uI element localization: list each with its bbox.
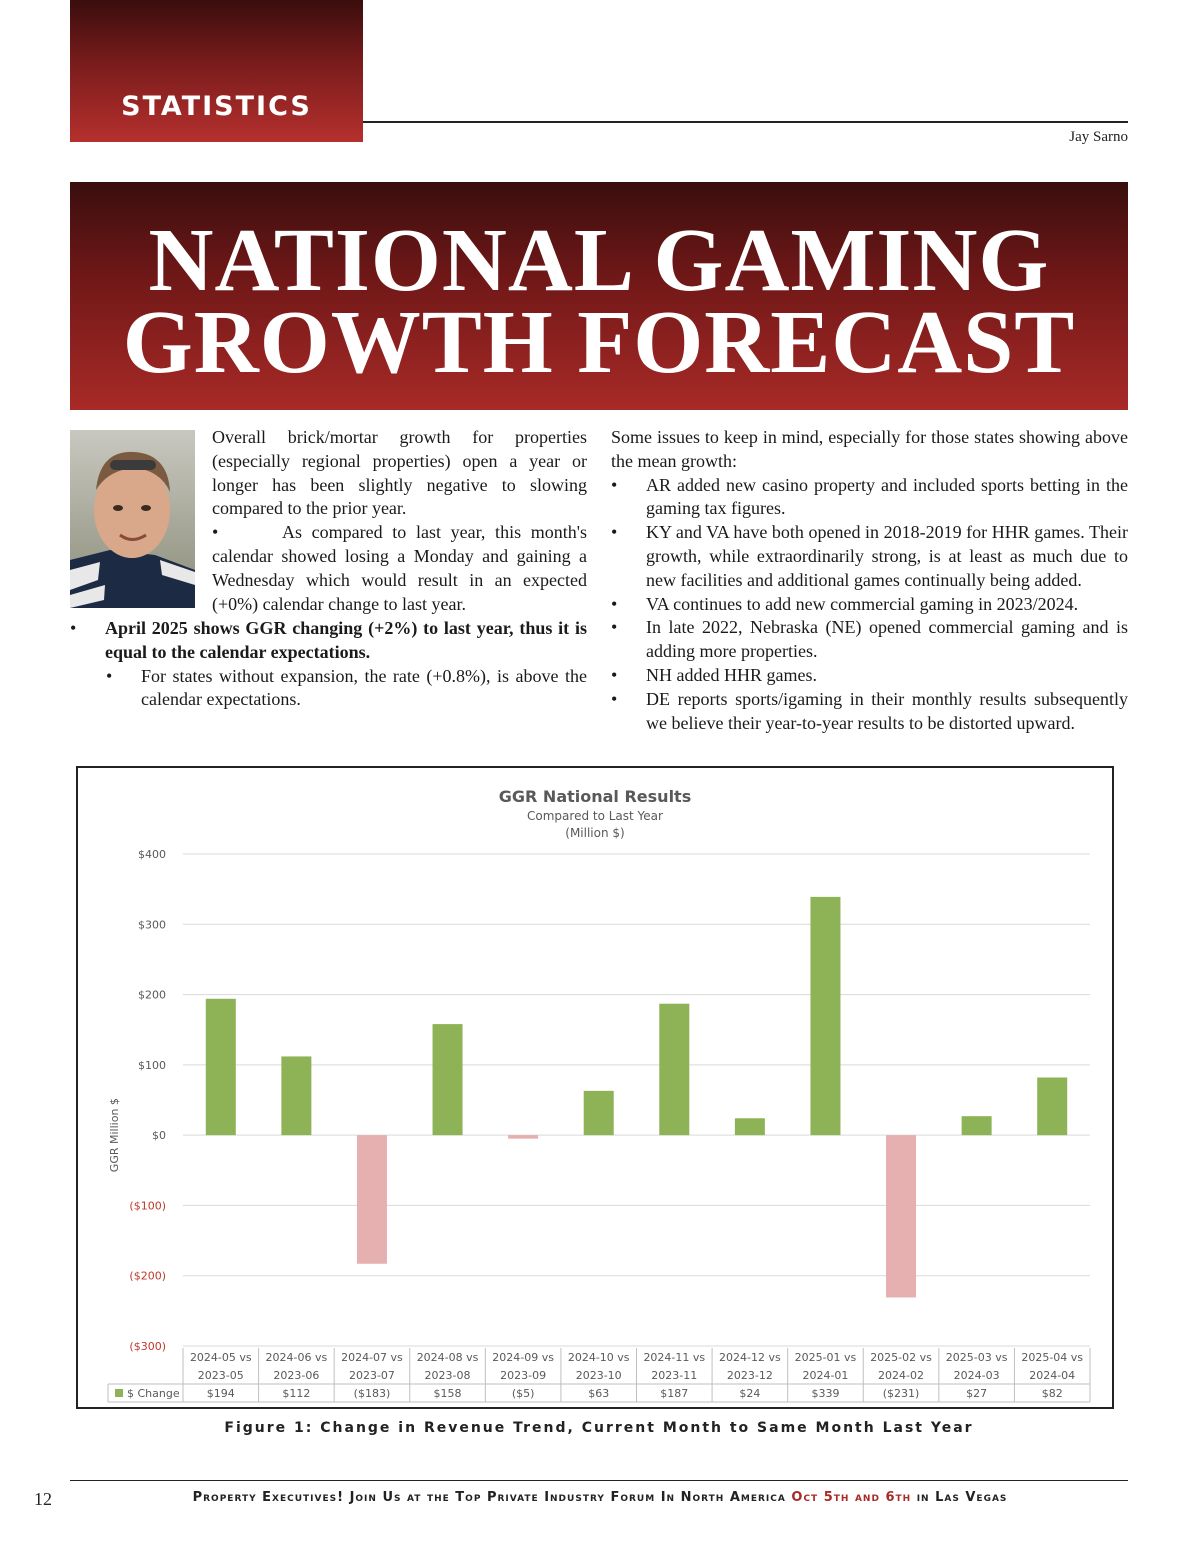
- y-axis-label: GGR Million $: [108, 1098, 121, 1173]
- x-tick-label: 2025-01 vs: [794, 1351, 857, 1364]
- data-label: $194: [206, 1387, 235, 1400]
- bar: [433, 1024, 463, 1135]
- x-tick-label: 2023-09: [500, 1369, 547, 1382]
- bold-bullet-text: April 2025 shows GGR changing (+2%) to last year, thus it is equal to the calendar expectations.: [105, 618, 587, 662]
- left-column-bullets: [70, 617, 587, 712]
- x-tick-label: 2023-05: [197, 1369, 244, 1382]
- data-label: ($231): [882, 1387, 920, 1400]
- footer-highlight: Oct 5th and 6th: [791, 1490, 912, 1505]
- x-tick-label: 2024-10 vs: [567, 1351, 630, 1364]
- chart-subtitle: Compared to Last Year: [527, 809, 663, 823]
- y-tick-label: ($100): [129, 1199, 166, 1213]
- list-item: [611, 664, 1128, 688]
- bullet-dot: •: [70, 618, 77, 638]
- y-tick-label: $100: [138, 1058, 166, 1072]
- x-tick-label: 2024-03: [953, 1369, 1000, 1382]
- y-tick-label: $200: [138, 988, 166, 1002]
- x-tick-label: 2024-05 vs: [189, 1351, 252, 1364]
- legend-label: $ Change: [127, 1387, 180, 1400]
- x-tick-label: 2024-11 vs: [643, 1351, 706, 1364]
- bar: [206, 999, 236, 1135]
- list-item-text: NH added HHR games.: [646, 664, 817, 685]
- list-item: [611, 521, 1128, 592]
- x-tick-label: 2024-02: [878, 1369, 925, 1382]
- x-tick-label: 2025-03 vs: [945, 1351, 1008, 1364]
- bar: [357, 1135, 387, 1264]
- bar: [1037, 1078, 1067, 1136]
- bar: [962, 1116, 992, 1135]
- x-tick-label: 2023-06: [273, 1369, 320, 1382]
- data-label: $339: [811, 1387, 840, 1400]
- bullet-dot: •: [611, 522, 618, 543]
- page-number: 12: [34, 1489, 52, 1509]
- x-tick-label: 2024-04: [1029, 1369, 1076, 1382]
- bar: [281, 1056, 311, 1135]
- list-item: [611, 688, 1128, 736]
- bar: [508, 1135, 538, 1139]
- y-tick-label: ($200): [129, 1269, 166, 1283]
- footer-text-2: in Las Vegas: [911, 1490, 1008, 1505]
- data-label: $82: [1041, 1387, 1063, 1400]
- data-label: ($183): [353, 1387, 391, 1400]
- bullet-dot: •: [611, 617, 618, 638]
- list-item: [611, 593, 1128, 617]
- section-label: STATISTICS: [121, 91, 312, 122]
- bar: [735, 1118, 765, 1135]
- sub-bullet-text: For states without expansion, the rate (+0.8%), is above the calendar expectations.: [141, 665, 587, 710]
- x-tick-label: 2024-01: [802, 1369, 849, 1382]
- x-tick-label: 2025-04 vs: [1021, 1351, 1084, 1364]
- right-intro: Some issues to keep in mind, especially for those states showing above the mean growth:: [611, 427, 1128, 471]
- author-name: Jay Sarno: [1069, 129, 1128, 145]
- bar: [810, 897, 840, 1135]
- bullet-dot: •: [611, 474, 618, 495]
- x-tick-label: 2023-08: [424, 1369, 471, 1382]
- list-item: [611, 616, 1128, 664]
- right-column: [611, 426, 1128, 735]
- data-label: $27: [966, 1387, 988, 1400]
- sub-bullet: [70, 665, 587, 713]
- data-label: $24: [739, 1387, 761, 1400]
- x-tick-label: 2024-06 vs: [265, 1351, 328, 1364]
- x-tick-label: 2024-09 vs: [492, 1351, 554, 1364]
- x-tick-label: 2023-11: [651, 1369, 698, 1382]
- x-tick-label: 2023-12: [726, 1369, 773, 1382]
- y-tick-label: ($300): [129, 1340, 166, 1353]
- bullet-dot: •: [212, 522, 219, 543]
- footer-text-1: Property Executives! Join Us at the Top Private Industry Forum In North America: [192, 1490, 792, 1505]
- list-item-text: VA continues to add new commercial gaming in 2023/2024.: [646, 593, 1079, 614]
- list-item-text: KY and VA have both opened in 2018-2019 for HHR games. Their growth, while extraordinarily strong, is at least as much due to new facilities and additional games continually being added.: [646, 522, 1128, 590]
- title-line-2: GROWTH FORECAST: [122, 293, 1076, 392]
- data-label: $158: [433, 1387, 462, 1400]
- list-item-text: In late 2022, Nebraska (NE) opened commercial gaming and is adding more properties.: [646, 617, 1128, 662]
- author-photo: [70, 430, 195, 608]
- list-item: [611, 474, 1128, 522]
- data-label: $187: [660, 1387, 689, 1400]
- chart-title: GGR National Results: [498, 787, 692, 806]
- bullet-dot: •: [611, 664, 618, 685]
- y-tick-label: $300: [138, 918, 166, 932]
- y-tick-label: $400: [138, 848, 166, 861]
- left-column-intro: [212, 426, 587, 616]
- title-banner: [70, 182, 1128, 410]
- figure-caption: Figure 1: Change in Revenue Trend, Current Month to Same Month Last Year: [224, 1420, 974, 1436]
- chart-subtitle: (Million $): [565, 826, 625, 840]
- data-label: $112: [282, 1387, 311, 1400]
- list-item-text: DE reports sports/igaming in their monthly results subsequently we believe their year-to-year results to be distorted upward.: [646, 688, 1128, 733]
- bold-bullet: [70, 617, 587, 665]
- bar: [659, 1004, 689, 1135]
- bullet-dot: •: [106, 665, 113, 686]
- intro-paragraph: Overall brick/mortar growth for properties (especially regional properties) open a year or longer has been slightly negative to slowing compared to the prior year.: [212, 427, 587, 519]
- footer-promo: [130, 1490, 1070, 1505]
- bar: [584, 1091, 614, 1135]
- legend-swatch: [115, 1389, 123, 1397]
- bar: [886, 1135, 916, 1297]
- data-label: $63: [588, 1387, 610, 1400]
- chart-svg: [78, 768, 1112, 1407]
- bullet-dot: •: [611, 688, 618, 709]
- calendar-bullet: [212, 521, 587, 616]
- calendar-bullet-text: As compared to last year, this month's calendar showed losing a Monday and gaining a Wednesday which would result in an expected (+0%) calendar change to last year.: [212, 522, 587, 614]
- ggr-chart: [76, 766, 1114, 1409]
- x-tick-label: 2024-08 vs: [416, 1351, 479, 1364]
- y-tick-label: $0: [152, 1129, 166, 1143]
- header-rule: [363, 121, 1128, 123]
- x-tick-label: 2024-07 vs: [341, 1351, 403, 1364]
- title-line-1: NATIONAL GAMING: [148, 211, 1050, 310]
- x-tick-label: 2023-10: [575, 1369, 622, 1382]
- x-tick-label: 2025-02 vs: [870, 1351, 932, 1364]
- data-label: ($5): [511, 1387, 535, 1400]
- x-tick-label: 2023-07: [348, 1369, 395, 1382]
- list-item-text: AR added new casino property and included sports betting in the gaming tax figures.: [646, 474, 1128, 519]
- bullet-dot: •: [611, 593, 618, 614]
- footer-rule: [70, 1480, 1128, 1481]
- x-tick-label: 2024-12 vs: [719, 1351, 781, 1364]
